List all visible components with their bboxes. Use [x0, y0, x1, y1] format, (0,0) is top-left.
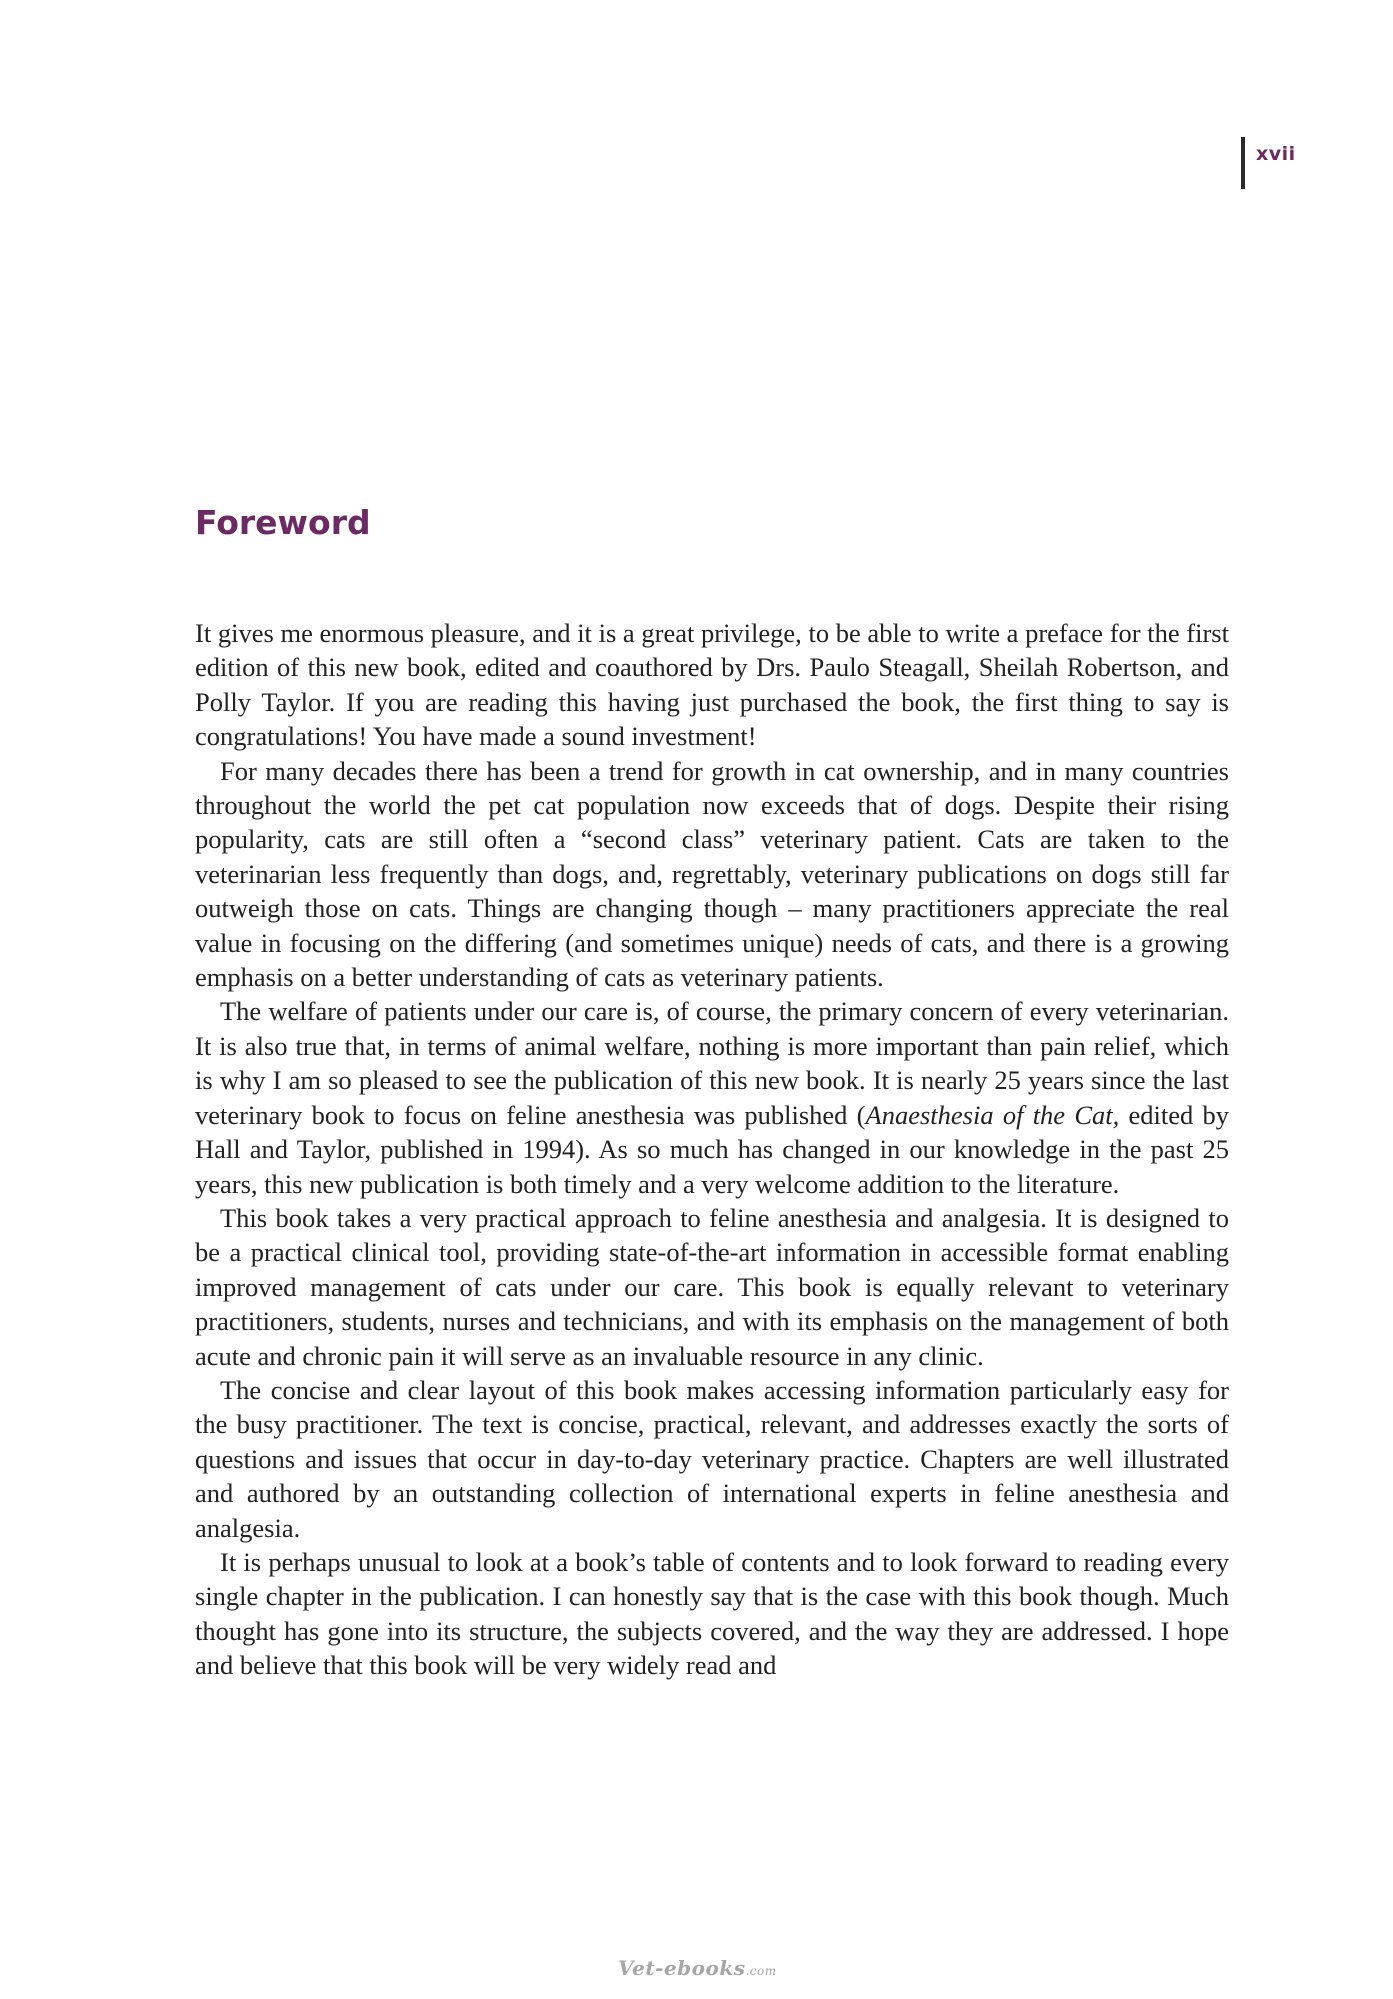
- page-number: xvii: [1256, 143, 1296, 165]
- paragraph-1: [195, 616, 1229, 754]
- paragraph-text: The concise and clear layout of this book makes accessing information particularly easy for the busy practitioner. The text is concise, practical, relevant, and addresses exactly the sorts of questions and issues that occur in day-to-day veterinary practice. Chapters are well illustrated and authored by an outstanding collection of international experts in feline anesthesia and analgesia.: [195, 1374, 1229, 1543]
- paragraph-6: [195, 1545, 1229, 1683]
- italic-title-text: Anaesthesia of the Cat,: [865, 1099, 1120, 1130]
- paragraph-2: [195, 754, 1229, 995]
- paragraph-4: [195, 1201, 1229, 1373]
- paragraph-text: The welfare of patients under our care is, of course, the primary concern of every veterinarian. It is also true that, in terms of animal welfare, nothing is more important than pain relief, which is why I am so pleased to see the publication of this new book. It is nearly 25 years since the last veterinary book to focus on feline anesthesia was published (: [195, 996, 1229, 1130]
- watermark-logo: [618, 1956, 777, 1980]
- watermark-main: Vet-ebooks: [618, 1956, 746, 1980]
- page-number-rule: [1241, 137, 1245, 189]
- paragraph-5: [195, 1373, 1229, 1545]
- paragraph-text: It gives me enormous pleasure, and it is a great privilege, to be able to write a preface for the first edition of this new book, edited and coauthored by Drs. Paulo Steagall, Sheilah Robertson, and Polly Taylor. If you are reading this having just purchased the book, the first thing to say is congratulations! You have made a sound investment!: [195, 618, 1229, 752]
- foreword-body: [195, 616, 1229, 1683]
- paragraph-text: edited by Hall and Taylor, published in 1994). As so much has changed in our knowledge in the past 25 years, this new publication is both timely and a very welcome addition to the literature.: [195, 1099, 1230, 1199]
- page-title: Foreword: [195, 503, 371, 542]
- watermark-suffix: .com: [745, 1964, 777, 1978]
- paragraph-text: It is perhaps unusual to look at a book’s table of contents and to look forward to reading every single chapter in the publication. I can honestly say that is the case with this book though. Much thought has gone into its structure, the subjects covered, and the way they are addressed. I hope and believe that this book will be very widely read and: [195, 1546, 1229, 1681]
- paragraph-3: [195, 994, 1229, 1200]
- paragraph-text: This book takes a very practical approach to feline anesthesia and analgesia. It is designed to be a practical clinical tool, providing state-of-the-art information in accessible format enabling improved management of cats under our care. This book is equally relevant to veterinary practitioners, students, nurses and technicians, and with its emphasis on the management of both acute and chronic pain it will serve as an invaluable resource in any clinic.: [195, 1202, 1229, 1371]
- paragraph-text: For many decades there has been a trend for growth in cat ownership, and in many countries throughout the world the pet cat population now exceeds that of dogs. Despite their rising popularity, cats are still often a “second class” veterinary patient. Cats are taken to the veterinarian less frequently than dogs, and, regrettably, veterinary publications on dogs still far outweigh those on cats. Things are changing though – many practitioners appreciate the real value in focusing on the differing (and sometimes unique) needs of cats, and there is a growing emphasis on a better understanding of cats as veterinary patients.: [195, 755, 1229, 993]
